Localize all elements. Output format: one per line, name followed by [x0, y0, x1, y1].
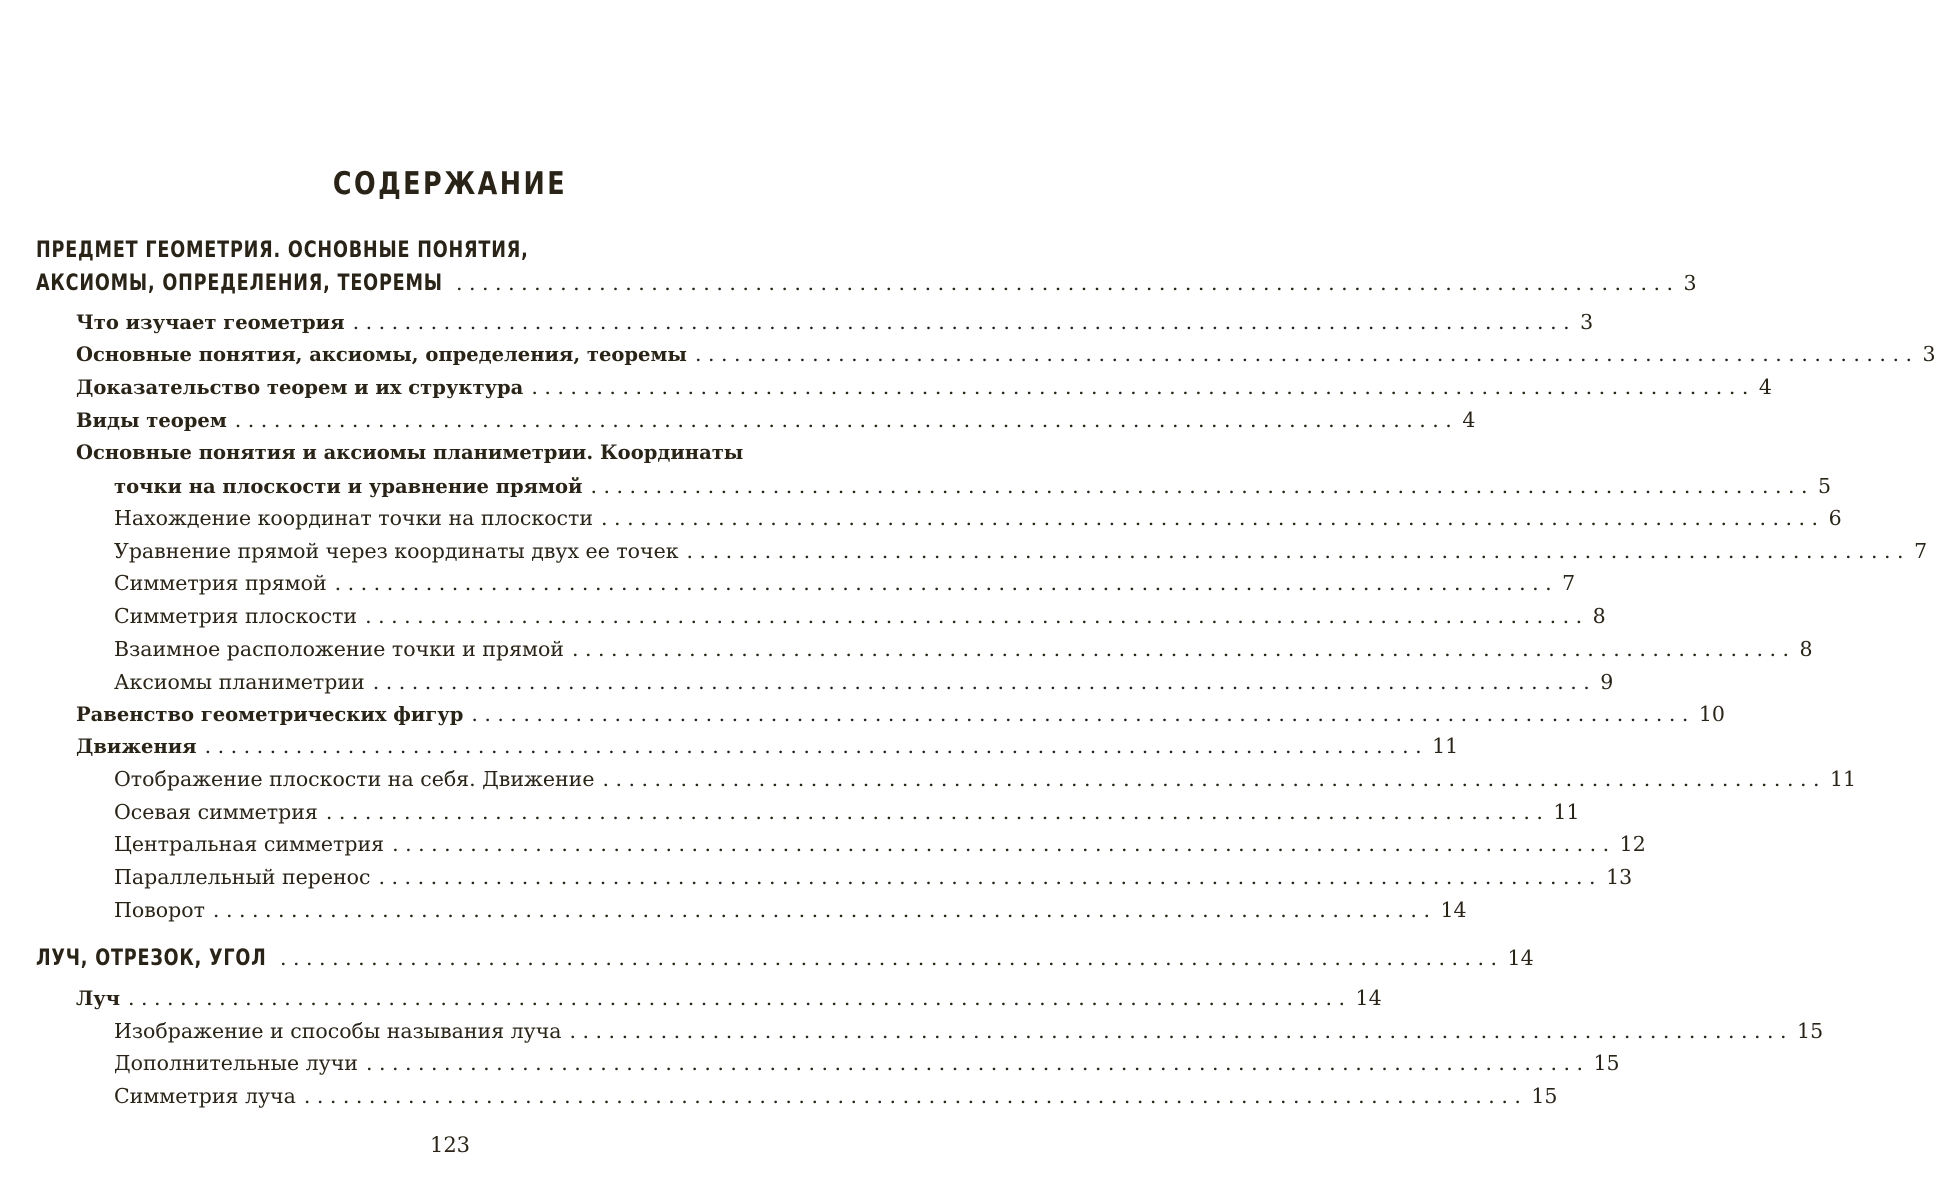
- toc-entry[interactable]: [114, 637, 1813, 661]
- page-ref: 3: [1580, 310, 1594, 334]
- page-ref: 11: [1553, 800, 1580, 824]
- page-ref: 10: [1698, 702, 1725, 726]
- toc-entry-label: Осевая симметрия: [114, 800, 318, 824]
- leader-dots: ..............................................................................................: [212, 898, 1437, 922]
- page-ref: 4: [1462, 408, 1476, 432]
- toc-entry-label: Симметрия луча: [114, 1084, 296, 1108]
- toc-entry-label: Изображение и способы называния луча: [114, 1019, 562, 1043]
- page-ref: 15: [1531, 1084, 1558, 1108]
- toc-entry[interactable]: [114, 898, 1467, 922]
- page-ref: 11: [1830, 767, 1857, 791]
- toc-entry[interactable]: [114, 832, 1646, 856]
- toc-entry-label: Луч: [76, 987, 120, 1010]
- page-number: 123: [429, 1133, 471, 1157]
- leader-dots: ..............................................................................................: [392, 832, 1616, 856]
- page-ref: 12: [1619, 832, 1646, 856]
- toc-entry[interactable]: [76, 310, 1594, 334]
- page-ref: 3: [1683, 271, 1697, 295]
- toc-entry[interactable]: [114, 571, 1576, 595]
- toc-entry-label: Нахождение координат точки на плоскости: [114, 506, 594, 530]
- leader-dots: ..............................................................................................: [365, 604, 1589, 628]
- toc-entry-label: Равенство геометрических фигур: [76, 703, 464, 726]
- toc-entry-label: Аксиомы планиметрии: [114, 670, 365, 694]
- toc-entry-label-line1: Основные понятия и аксиомы планиметрии. Координаты: [76, 441, 744, 464]
- page-ref: 11: [1432, 734, 1459, 758]
- page-ref: 7: [1914, 539, 1928, 563]
- page-ref: 14: [1440, 898, 1467, 922]
- toc-entry-label: Параллельный перенос: [114, 865, 371, 889]
- toc-entry[interactable]: [76, 734, 1459, 758]
- page-ref: 6: [1828, 506, 1842, 530]
- toc-entry-label: Доказательство теорем и их структура: [76, 376, 524, 399]
- leader-dots: ..............................................................................................: [334, 571, 1559, 595]
- toc-entry-section1[interactable]: [36, 271, 1697, 296]
- leader-dots: ..............................................................................................: [303, 1084, 1528, 1108]
- leader-dots: ..............................................................................................: [280, 946, 1504, 970]
- toc-entry-label: Виды теорем: [76, 409, 227, 432]
- toc-entry[interactable]: [114, 800, 1580, 824]
- toc-entry-label: Уравнение прямой через координаты двух ее точек: [114, 539, 679, 563]
- page-ref: 7: [1562, 571, 1576, 595]
- page-ref: 4: [1758, 375, 1772, 399]
- toc-entry[interactable]: [114, 474, 1832, 498]
- toc-entry-label: Основные понятия, аксиомы, определения, теоремы: [76, 343, 687, 366]
- toc-entry-label: точки на плоскости и уравнение прямой: [114, 475, 583, 498]
- page-ref: 5: [1818, 474, 1832, 498]
- page-ref: 14: [1507, 946, 1534, 970]
- section-heading: ЛУЧ, ОТРЕЗОК, УГОЛ: [36, 946, 267, 971]
- toc-entry[interactable]: [114, 604, 1606, 628]
- toc-entry[interactable]: [114, 1019, 1824, 1043]
- leader-dots: ..............................................................................................: [694, 342, 1919, 366]
- toc-entry-label: Поворот: [114, 898, 205, 922]
- leader-dots: ..............................................................................................: [590, 474, 1815, 498]
- leader-dots: ..............................................................................................: [602, 767, 1826, 791]
- leader-dots: ..............................................................................................: [352, 310, 1577, 334]
- toc-entry-label: Что изучает геометрия: [76, 311, 345, 334]
- leader-dots: ..............................................................................................: [471, 702, 1695, 726]
- toc-entry[interactable]: [76, 375, 1772, 399]
- leader-dots: ..............................................................................................: [601, 506, 1825, 530]
- page-ref: 15: [1797, 1019, 1824, 1043]
- toc-entry[interactable]: [114, 865, 1633, 889]
- leader-dots: ..............................................................................................: [204, 734, 1429, 758]
- toc-entry-label: Дополнительные лучи: [114, 1051, 358, 1075]
- page-ref: 15: [1593, 1051, 1620, 1075]
- toc-entry[interactable]: [76, 408, 1476, 432]
- leader-dots: ..............................................................................................: [456, 271, 1680, 295]
- page-ref: 8: [1799, 637, 1813, 661]
- leader-dots: ..............................................................................................: [128, 986, 1352, 1010]
- leader-dots: ..............................................................................................: [372, 670, 1597, 694]
- toc-entry-label: Взаимное расположение точки и прямой: [114, 637, 564, 661]
- leader-dots: ..............................................................................................: [325, 800, 1550, 824]
- page-ref: 3: [1922, 342, 1936, 366]
- page-ref: 13: [1606, 865, 1633, 889]
- leader-dots: ..............................................................................................: [569, 1019, 1794, 1043]
- toc-entry-label: Симметрия прямой: [114, 571, 327, 595]
- page-ref: 9: [1600, 670, 1614, 694]
- toc-entry[interactable]: [114, 1084, 1558, 1108]
- section-heading-line2: АКСИОМЫ, ОПРЕДЕЛЕНИЯ, ТЕОРЕМЫ: [36, 271, 443, 296]
- toc-entry[interactable]: [114, 539, 1928, 563]
- toc-entry[interactable]: [114, 506, 1842, 530]
- leader-dots: ..............................................................................................: [234, 408, 1459, 432]
- toc-entry[interactable]: [76, 986, 1382, 1010]
- toc-entry-section2[interactable]: [36, 946, 1534, 971]
- page-ref: 8: [1592, 604, 1606, 628]
- page-title: СОДЕРЖАНИЕ: [332, 166, 568, 202]
- toc-entry[interactable]: [114, 1051, 1620, 1075]
- toc-entry-label: Отображение плоскости на себя. Движение: [114, 767, 595, 791]
- toc-entry-label: Симметрия плоскости: [114, 604, 358, 628]
- toc-entry[interactable]: [76, 342, 1936, 366]
- toc-entry[interactable]: [114, 670, 1614, 694]
- leader-dots: ..............................................................................................: [571, 637, 1796, 661]
- page-ref: 14: [1355, 986, 1382, 1010]
- section-heading-line1: ПРЕДМЕТ ГЕОМЕТРИЯ. ОСНОВНЫЕ ПОНЯТИЯ,: [36, 238, 529, 263]
- toc-entry[interactable]: [114, 767, 1857, 791]
- toc-entry[interactable]: [76, 702, 1725, 726]
- leader-dots: ..............................................................................................: [378, 865, 1603, 889]
- toc-entry-label: Центральная симметрия: [114, 832, 385, 856]
- leader-dots: ..............................................................................................: [686, 539, 1911, 563]
- toc-entry-label: Движения: [76, 735, 197, 758]
- leader-dots: ..............................................................................................: [365, 1051, 1590, 1075]
- leader-dots: ..............................................................................................: [531, 375, 1755, 399]
